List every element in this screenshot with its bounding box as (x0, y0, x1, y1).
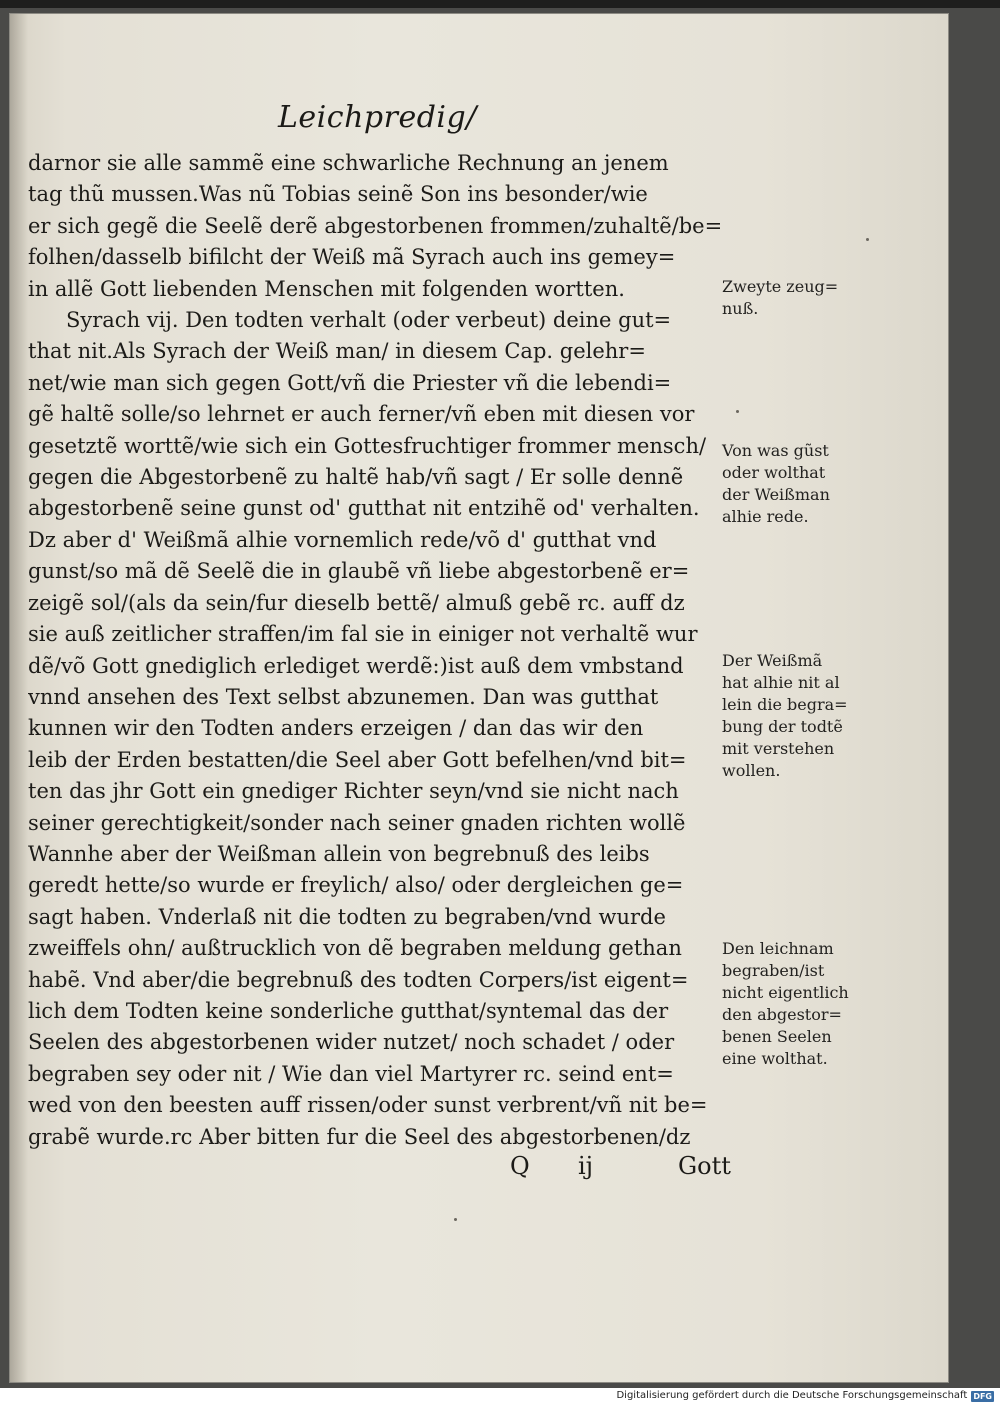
marginal-note-line: hat alhie nit al (722, 673, 840, 692)
text-line: ten das jhr Gott ein gnediger Richter seyn/vnd sie nicht nach (28, 779, 679, 804)
text-line: folhen/dasselb bifilcht der Weiß mã Syrach auch ins gemey= (28, 245, 676, 270)
text-line: geredt hette/so wurde er freylich/ also/ oder dergleichen ge= (28, 873, 684, 898)
body-text (28, 148, 740, 1153)
text-line: grabẽ wurde.rc Aber bitten fur die Seel des abgestorbenen/dz (28, 1124, 691, 1149)
text-line: dẽ/võ Gott gnediglich erlediget werdẽ:)ist auß dem vmbstand (28, 653, 684, 678)
marginal-note-line: Von was gũst (722, 441, 829, 460)
marginal-note-line: nuß. (722, 299, 759, 318)
text-line: kunnen wir den Todten anders erzeigen / dan das wir den (28, 716, 644, 741)
text-line: gegen die Abgestorbenẽ zu haltẽ hab/vñ sagt / Er solle dennẽ (28, 465, 684, 490)
marginal-note-line: oder wolthat (722, 463, 826, 482)
text-line: gesetztẽ worttẽ/wie sich ein Gottesfruchtiger frommer mensch/ (28, 433, 707, 458)
catchword: Gott (678, 1152, 731, 1180)
marginal-note-4 (722, 938, 908, 1070)
marginal-note-line: eine wolthat. (722, 1049, 828, 1068)
marginal-note-line: der Weißman (722, 485, 830, 504)
marginal-note-line: benen Seelen (722, 1027, 832, 1046)
text-line: vnnd ansehen des Text selbst abzunemen. Dan was gutthat (28, 684, 659, 709)
marginal-note-line: den abgestor= (722, 1005, 842, 1024)
marginal-note-line: Den leichnam (722, 939, 834, 958)
marginal-note-line: mit verstehen (722, 739, 835, 758)
signature-leaf: ij (578, 1152, 594, 1180)
marginal-note-3 (722, 650, 908, 782)
text-line: leib der Erden bestatten/die Seel aber Gott befelhen/vnd bit= (28, 747, 687, 772)
funding-text: Digitalisierung gefördert durch die Deutsche Forschungsgemeinschaft (616, 1390, 968, 1401)
paper-speck (736, 410, 739, 413)
text-line: that nit.Als Syrach der Weiß man/ in diesem Cap. gelehr= (28, 339, 646, 364)
signature-mark: Q (510, 1152, 530, 1180)
text-line: er sich gegẽ die Seelẽ derẽ abgestorbenen frommen/zuhaltẽ/be= (28, 213, 723, 238)
marginal-note-2 (722, 440, 908, 528)
text-line: wed von den beesten auff rissen/oder sunst verbrent/vñ nit be= (28, 1093, 708, 1118)
text-line: begraben sey oder nit / Wie dan viel Martyrer rc. seind ent= (28, 1061, 674, 1086)
paper-speck (454, 1218, 457, 1221)
running-head: Leichpredig/ (278, 100, 477, 135)
text-line: gẽ haltẽ solle/so lehrnet er auch ferner/vñ eben mit diesen vor (28, 402, 695, 427)
text-line: in allẽ Gott liebenden Menschen mit folgenden wortten. (28, 276, 625, 301)
marginal-note-line: wollen. (722, 761, 781, 780)
gutter-shadow (10, 14, 28, 1382)
marginal-note-line: begraben/ist (722, 961, 825, 980)
text-line: zeigẽ sol/(als da sein/fur dieselb bettẽ/ almuß gebẽ rc. auff dz (28, 590, 685, 615)
text-line: sie auß zeitlicher straffen/im fal sie in einiger not verhaltẽ wur (28, 622, 698, 647)
text-line: zweiffels ohn/ außtrucklich von dẽ begraben meldung gethan (28, 936, 682, 961)
text-line: habẽ. Vnd aber/die begrebnuß des todten Corpers/ist eigent= (28, 967, 689, 992)
marginal-note-line: bung der todtẽ (722, 717, 843, 736)
text-line: lich dem Todten keine sonderliche gutthat/syntemal das der (28, 998, 669, 1023)
text-line: Dz aber d' Weißmã alhie vornemlich rede/võ d' gutthat vnd (28, 527, 657, 552)
marginal-note-line: Zweyte zeug= (722, 277, 839, 296)
dfg-logo: DFG (973, 1391, 992, 1401)
marginal-note-1 (722, 276, 908, 320)
marginal-note-line: nicht eigentlich (722, 983, 849, 1002)
text-line: gunst/so mã dẽ Seelẽ die in glaubẽ vñ liebe abgestorbenẽ er= (28, 559, 690, 584)
marginal-note-line: alhie rede. (722, 507, 809, 526)
text-line: darnor sie alle sammẽ eine schwarliche Rechnung an jenem (28, 151, 669, 175)
text-line: Syrach vij. Den todten verhalt (oder verbeut) deine gut= (66, 308, 672, 333)
text-line: seiner gerechtigkeit/sonder nach seiner gnaden richten wollẽ (28, 810, 686, 835)
text-line: Seelen des abgestorbenen wider nutzet/ noch schadet / oder (28, 1030, 675, 1055)
text-line: abgestorbenẽ seine gunst od' gutthat nit entzihẽ od' verhalten. (28, 496, 700, 521)
paper-speck (866, 238, 869, 241)
marginal-note-line: Der Weißmã (722, 651, 823, 670)
funding-footer (616, 1388, 994, 1404)
text-line: net/wie man sich gegen Gott/vñ die Priester vñ die lebendi= (28, 370, 672, 395)
marginal-note-line: lein die begra= (722, 695, 848, 714)
text-line: Wannhe aber der Weißman allein von begrebnuß des leibs (28, 841, 650, 866)
text-line: tag thũ mussen.Was nũ Tobias seinẽ Son ins besonder/wie (28, 182, 648, 207)
text-line: sagt haben. Vnderlaß nit die todten zu begraben/vnd wurde (28, 904, 666, 929)
scan-frame-edge (0, 0, 1000, 8)
